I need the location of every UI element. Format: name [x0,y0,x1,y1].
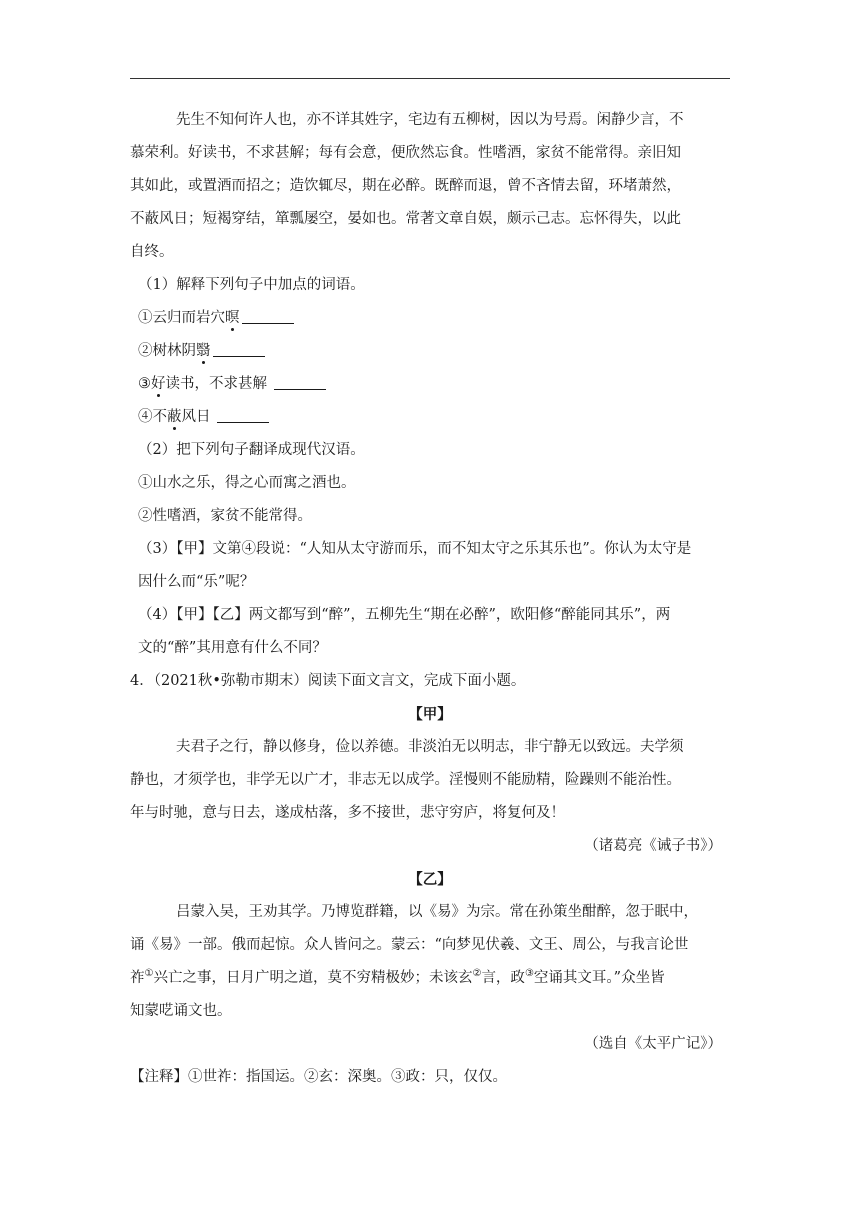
yi-text: 祚 [130,970,145,986]
passage-line: 其如此，或置酒而招之；造饮辄尽，期在必醉。既醉而退，曾不吝情去留，环堵萧然， [130,178,681,194]
section-title-yi: 【乙】 [408,871,452,888]
translation-item: ①山水之乐，得之心而寓之酒也。 [138,475,356,491]
question-prompt: （1）解释下列句子中加点的词语。 [138,277,365,293]
question-3-line: 因什么而“乐”呢？ [138,574,255,590]
dotted-word: 蔽 [167,401,182,434]
question-4-line: （4）【甲】【乙】两文都写到“醉”，五柳先生“期在必醉”，欧阳修“醉能同其乐”，两 [138,607,671,623]
item-text: ③ [138,376,151,392]
section-title-jia: 【甲】 [408,706,452,723]
dotted-word: 翳 [196,335,211,368]
vocab-item-2 [130,335,730,368]
question-4-line: 文的“醉”其用意有什么不同？ [138,640,327,656]
item-text: ②树林阴 [138,343,196,359]
item-text: 风日 [181,409,216,425]
yi-line [130,962,730,995]
footnote-marker: ② [472,968,482,980]
yi-source: （选自《太平广记》） [584,1036,722,1052]
question-3-line: （3）【甲】文第④段说：“人知从太守游而乐，而不知太守之乐其乐也”。你认为太守是 [138,541,692,557]
footnote-marker: ③ [524,968,534,980]
dotted-word: 暝 [225,302,240,335]
jia-line: 静也，才须学也，非学无以广才，非志无以成学。淫慢则不能励精，险躁则不能治性。 [130,772,681,788]
passage-line: 自终。 [130,244,174,260]
annotation-notes: 【注释】①世祚：指国运。②玄：深奥。③政：只，仅仅。 [130,1069,507,1085]
vocab-item-1 [130,302,730,335]
yi-line: 诵《易》一部。俄而起惊。众人皆问之。蒙云：“向梦见伏羲、文王、周公，与我言论世 [130,937,689,953]
question-prompt: （2）把下列句子翻译成现代汉语。 [138,442,365,458]
document-body [130,104,730,1094]
vocab-item-3 [130,368,730,401]
passage-line: 先生不知何许人也，亦不详其姓字，宅边有五柳树，因以为号焉。闲静少言，不 [176,112,684,128]
item-text: ④不 [138,409,167,425]
yi-line: 知蒙呓诵文也。 [130,1003,232,1019]
jia-line: 年与时驰，意与日去，遂成枯落，多不接世，悲守穷庐，将复何及！ [130,805,565,821]
header-rule [130,78,730,79]
translation-item: ②性嗜酒，家贫不能常得。 [138,508,312,524]
dotted-word: 好 [151,368,166,401]
jia-source: （诸葛亮《诫子书》） [584,838,722,854]
yi-text: 言，政 [481,970,525,986]
vocab-item-4 [130,401,730,434]
yi-text: 空诵其文耳。”众坐皆 [533,970,665,986]
footnote-marker: ① [144,968,154,980]
passage-line: 不蔽风日；短褐穿结，箪瓢屡空，晏如也。常著文章自娱，颇示己志。忘怀得失，以此 [130,211,681,227]
answer-blank[interactable] [213,338,265,357]
answer-blank[interactable] [274,371,326,390]
answer-blank[interactable] [217,404,269,423]
answer-blank[interactable] [242,305,294,324]
jia-line: 夫君子之行，静以修身，俭以养德。非淡泊无以明志，非宁静无以致远。夫学须 [176,739,684,755]
item-text: ①云归而岩穴 [138,310,225,326]
yi-text: 兴亡之事，日月广明之道，莫不穷精极妙；未该玄 [153,970,473,986]
question-header: 4．（2021秋•弥勒市期末）阅读下面文言文，完成下面小题。 [130,673,526,689]
item-text: 读书，不求甚解 [165,376,272,392]
passage-line: 慕荣利。好读书，不求甚解；每有会意，便欣然忘食。性嗜酒，家贫不能常得。亲旧知 [130,145,681,161]
yi-line: 吕蒙入吴，王劝其学。乃博览群籍，以《易》为宗。常在孙策坐酣醉，忽于眠中， [176,904,698,920]
